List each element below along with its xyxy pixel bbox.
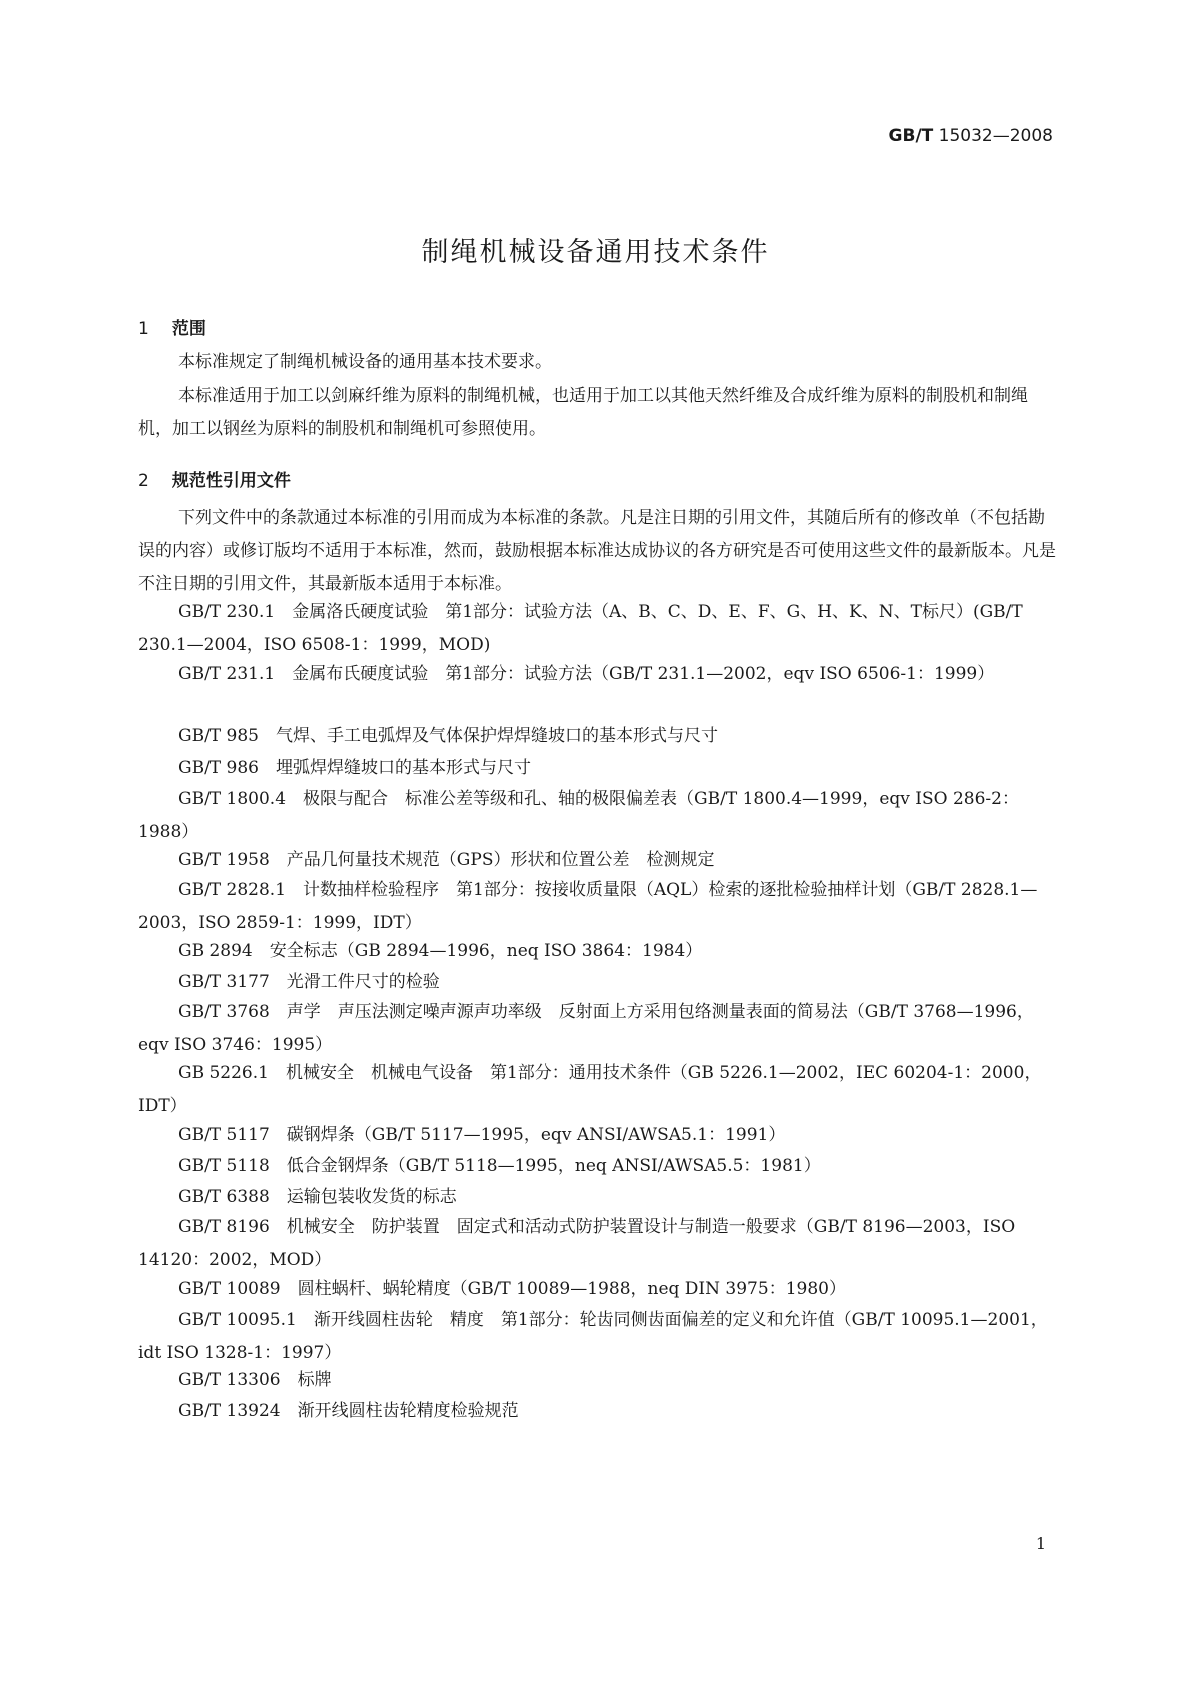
standard-number [889,126,1053,146]
reference-item: GB/T 3768 声学 声压法测定噪声源声功率级 反射面上方采用包络测量表面的简易法（GB/T 3768—1996，eqv ISO 3746：1995） [138,1002,1034,1055]
reference-item: GB/T 986 埋弧焊焊缝坡口的基本形式与尺寸 [178,758,531,778]
standard-code: 15032—2008 [938,126,1053,146]
reference-item: GB/T 5118 低合金钢焊条（GB/T 5118—1995，neq ANSI/AWSA5.5：1981） [178,1156,821,1176]
scope-paragraph-2: 本标准适用于加工以剑麻纤维为原料的制绳机械，也适用于加工以其他天然纤维及合成纤维为原料的制股机和制绳机，加工以钢丝为原料的制股机和制绳机可参照使用。 [138,386,1028,439]
section-title: 规范性引用文件 [171,471,291,491]
reference-item: GB/T 6388 运输包装收发货的标志 [178,1187,457,1207]
reference-item: GB/T 2828.1 计数抽样检验程序 第1部分：按接收质量限（AQL）检索的逐批检验抽样计划（GB/T 2828.1—2003，ISO 2859-1：1999，IDT） [138,880,1038,933]
reference-item: GB/T 231.1 金属布氏硬度试验 第1部分：试验方法（GB/T 231.1—2002，eqv ISO 6506-1：1999） [178,664,995,684]
section-title: 范围 [171,319,206,339]
reference-item: GB/T 1800.4 极限与配合 标准公差等级和孔、轴的极限偏差表（GB/T 1800.4—1999，eqv ISO 286-2：1988） [138,789,1019,842]
section-number: 2 [138,471,149,491]
section-1-heading [138,314,206,339]
reference-item: GB 2894 安全标志（GB 2894—1996，neq ISO 3864：1984） [178,941,703,961]
references-intro: 下列文件中的条款通过本标准的引用而成为本标准的条款。凡是注日期的引用文件，其随后所有的修改单（不包括勘误的内容）或修订版均不适用于本标准，然而，鼓励根据本标准达成协议的各方研究是否可使用这些文件的最新版本。凡是不注日期的引用文件，其最新版本适用于本标准。 [138,508,1056,594]
reference-item: GB/T 13306 标牌 [178,1370,332,1390]
reference-item: GB/T 1958 产品几何量技术规范（GPS）形状和位置公差 检测规定 [178,850,715,870]
standard-prefix: GB/T [888,126,934,146]
reference-item: GB/T 8196 机械安全 防护装置 固定式和活动式防护装置设计与制造一般要求（GB/T 8196—2003，ISO 14120：2002，MOD） [138,1217,1016,1270]
document-title: 制绳机械设备通用技术条件 [421,237,770,268]
reference-item: GB/T 10095.1 渐开线圆柱齿轮 精度 第1部分：轮齿同侧齿面偏差的定义和允许值（GB/T 10095.1—2001，idt ISO 1328-1：1997） [138,1310,1048,1363]
reference-item: GB/T 5117 碳钢焊条（GB/T 5117—1995，eqv ANSI/AWSA5.1：1991） [178,1125,786,1145]
section-number: 1 [138,319,149,339]
reference-item: GB/T 985 气焊、手工电弧焊及气体保护焊焊缝坡口的基本形式与尺寸 [178,726,718,746]
reference-item: GB/T 3177 光滑工件尺寸的检验 [178,972,440,992]
section-2-heading [138,466,291,491]
page-number: 1 [1035,1534,1046,1553]
reference-item: GB/T 13924 渐开线圆柱齿轮精度检验规范 [178,1401,519,1421]
reference-item: GB 5226.1 机械安全 机械电气设备 第1部分：通用技术条件（GB 5226.1—2002，IEC 60204-1：2000，IDT） [138,1063,1042,1116]
reference-item: GB/T 10089 圆柱蜗杆、蜗轮精度（GB/T 10089—1988，neq DIN 3975：1980） [178,1279,846,1299]
reference-item: GB/T 230.1 金属洛氏硬度试验 第1部分：试验方法（A、B、C、D、E、F、G、H、K、N、T标尺）(GB/T 230.1—2004，ISO 6508-1：1999，MOD) [138,602,1023,655]
scope-paragraph-1: 本标准规定了制绳机械设备的通用基本技术要求。 [178,352,552,372]
